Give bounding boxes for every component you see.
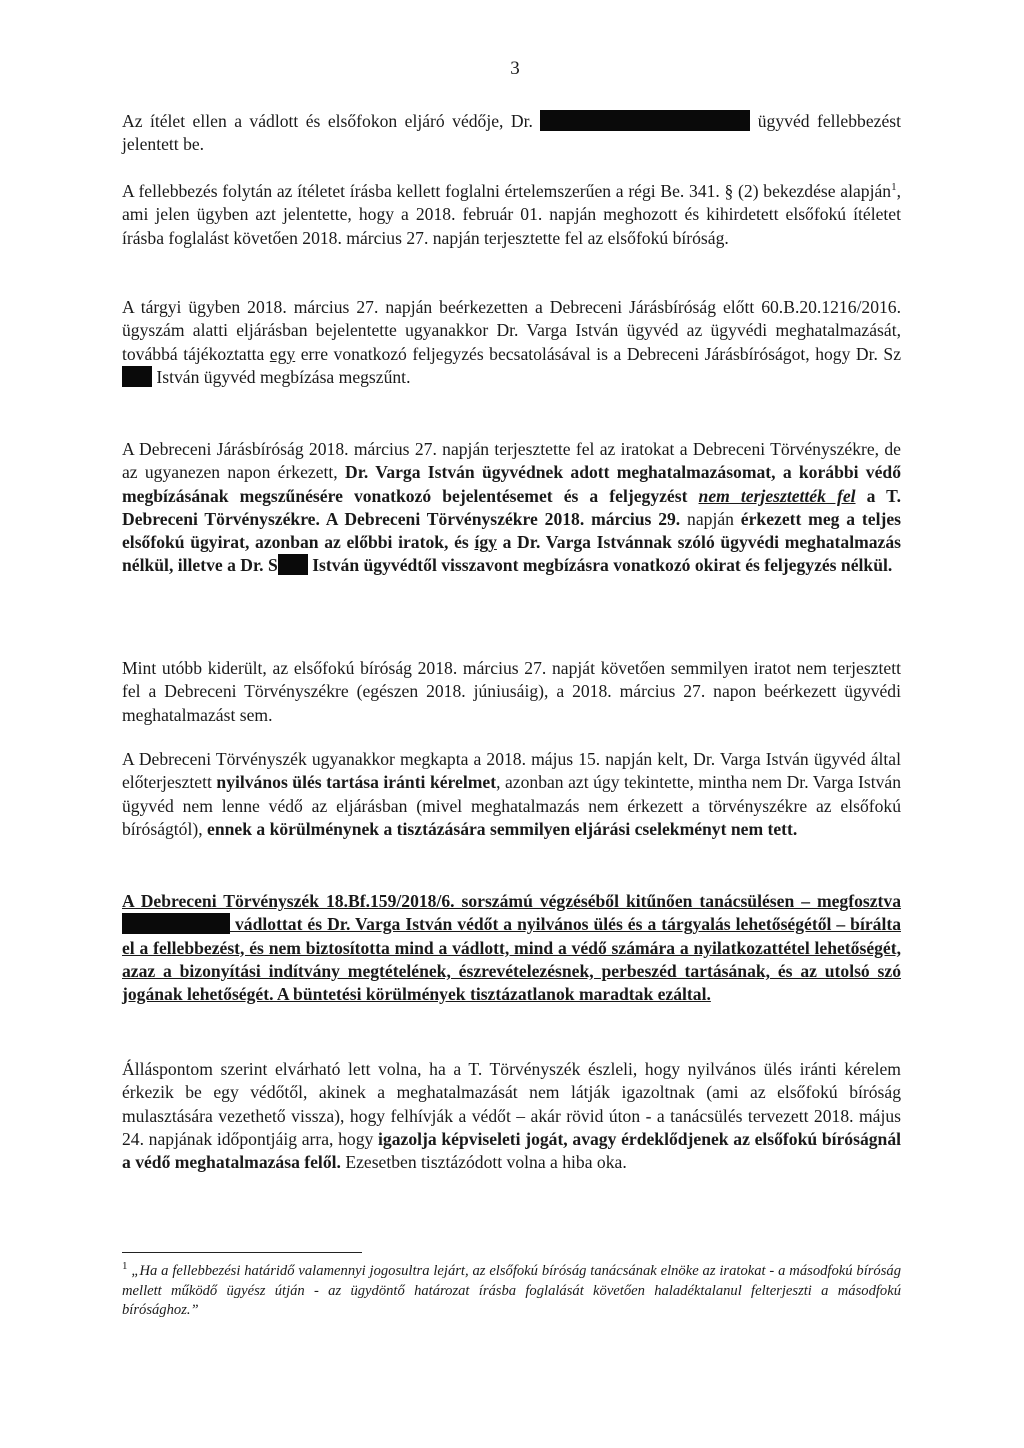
text-span: István ügyvéd megbízása megszűnt.: [156, 366, 411, 387]
text-span: Álláspontom szerint elvárható lett volna, ha a T. Törvényszék észleli, hogy nyilvános ülés iránti kérelem érkezik be egy védőtől, akinek a meghatalmazását nem látják igazoltnak (ami az elsőfokú bíróság mulasztására vezethető vissza), hogy felhívják a védőt – akár rövid úton - a tanácsülés tervezett 2018. május 24. napjának időpontjáig arra, hogy: [122, 1059, 901, 1149]
footnote: [122, 1262, 901, 1321]
text-span: ügyvéd fellebbezést jelentett be.: [122, 111, 901, 155]
text-span: Dr. Varga István ügyvédnek adott meghatalmazásomat, a korábbi védő megbízásának megszűnésére vonatkozó bejelentésemet és a feljegyzést: [122, 462, 901, 506]
footnote-text: „Ha a fellebbezési határidő valamennyi jogosultra lejárt, az elsőfokú bíróság tanácsának elnöke az iratokat - a másodfokú bíróság mellett működő ügyész útján - az ügydöntő határozat írásba foglalását követően haladéktalanul felterjeszti a másodfokú bírósághoz.”: [122, 1263, 901, 1318]
redaction-block: [540, 110, 750, 131]
text-span: nem terjesztették fel: [698, 485, 856, 506]
text-span: A Debreceni Törvényszék ugyanakkor megkapta a 2018. május 15. napján kelt, Dr. Varga István ügyvéd által előterjesztett: [122, 749, 901, 793]
text-span: vádlottat és Dr. Varga István védőt a nyilvános ülés és a tárgyalás lehetőségétől – bírálta el a fellebbezést, és nem biztosította mind a vádlott, mind a védő számára a nyilatkozattétel lehetőségét, azaz a bizonyítási indítvány megtételének, észrevételezésnek, perbeszéd tartásának, és az utolsó szó jogának lehetőségét. A büntetési körülmények tisztázatlanok maradtak ezáltal.: [122, 914, 901, 1005]
paragraph-court-order: [122, 890, 901, 1006]
text-span: igazolja képviseleti jogát, avagy érdeklődjenek az elsőfokú bíróságnál a védő meghatalmazása felől.: [122, 1128, 902, 1173]
paragraph-position: [122, 1058, 901, 1174]
paragraph-appeal-filed: [122, 110, 901, 157]
text-span: A fellebbezés folytán az ítéletet írásba kellett foglalni értelemszerűen a régi Be. 341. § (2) bekezdése alapján: [122, 181, 892, 201]
text-span: a T. Debreceni Törvényszékre. A Debreceni Törvényszékre 2018. március 29.: [122, 485, 901, 529]
text-span: Az ítélet ellen a vádlott és elsőfokon eljáró védője, Dr.: [122, 111, 533, 131]
paragraph-documents-not-forwarded: [122, 438, 901, 578]
redaction-block: [278, 554, 308, 575]
footnote-number: 1: [122, 1260, 128, 1273]
text-span: érkezett meg a teljes elsőfokú ügyirat, azonban az előbbi iratok, és: [122, 508, 901, 553]
text-span: A tárgyi ügyben 2018. március 27. napján beérkezetten a Debreceni Járásbíróság előtt 60.B.20.1216/2016. ügyszám alatti eljárásban bejelentette ugyanakkor Dr. Varga István ügyvéd az ügyvédi meghatalmazását, továbbá tájékoztatta: [122, 297, 901, 364]
text-span: A Debreceni Járásbíróság 2018. március 27. napján terjesztette fel az iratokat a Debreceni Törvényszékre, de az ugyanezen napon érkezett,: [122, 439, 901, 483]
text-span: , ami jelen ügyben azt jelentette, hogy a 2018. február 01. napján meghozott és kihirdetett elsőfokú ítéletet írásba foglalást követően 2018. március 27. napján terjesztette fel az elsőfokú bíróság.: [122, 181, 901, 248]
redaction-block: [122, 913, 230, 934]
text-span: ennek a körülménynek a tisztázására semmilyen eljárási cselekményt nem tett.: [207, 818, 798, 839]
text-span: a Dr. Varga Istvánnak szóló ügyvédi meghatalmazás nélkül, illetve a Dr.: [122, 532, 902, 576]
text-span: , azonban azt úgy tekintette, mintha nem Dr. Varga István ügyvéd nem lenne védő az eljárásban (mivel meghatalmazás nem érkezett a törvényszékre az elsőfokú bíróságtól),: [122, 772, 902, 839]
paragraph-power-of-attorney: [122, 296, 901, 389]
footnote-divider: [122, 1252, 362, 1253]
text-span: S: [267, 555, 278, 576]
text-span: napján: [687, 508, 734, 529]
text-span: így: [474, 532, 497, 553]
text-span: István ügyvédtől visszavont megbízásra vonatkozó okirat és feljegyzés nélkül.: [312, 555, 893, 576]
text-span: erre vonatkozó feljegyzés becsatolásával is a Debreceni Járásbíróságot, hogy Dr.: [300, 343, 878, 364]
text-span: Sz: [883, 343, 901, 364]
footnote-reference: 1: [891, 181, 897, 194]
text-span: egy: [269, 343, 296, 364]
paragraph-public-hearing-request: [122, 748, 901, 841]
text-span: nyilvános ülés tartása iránti kérelmet: [216, 772, 497, 793]
text-span: Ezesetben tisztázódott volna a hiba oka.: [345, 1152, 627, 1173]
paragraph-written-judgment: [122, 180, 901, 250]
text-span: A Debreceni Törvényszék 18.Bf.159/2018/6. sorszámú végzéséből kitűnően tanácsülésen – megfosztva: [122, 891, 901, 911]
paragraph-later-discovered: Mint utóbb kiderült, az elsőfokú bíróság 2018. március 27. napját követően semmilyen iratot nem terjesztett fel a Debreceni Törvényszékre (egészen 2018. júniusáig), a 2018. március 27. napon beérkezett ügyvédi meghatalmazást sem.: [122, 658, 901, 725]
redaction-block: [122, 366, 152, 387]
page-number: 3: [510, 58, 520, 79]
